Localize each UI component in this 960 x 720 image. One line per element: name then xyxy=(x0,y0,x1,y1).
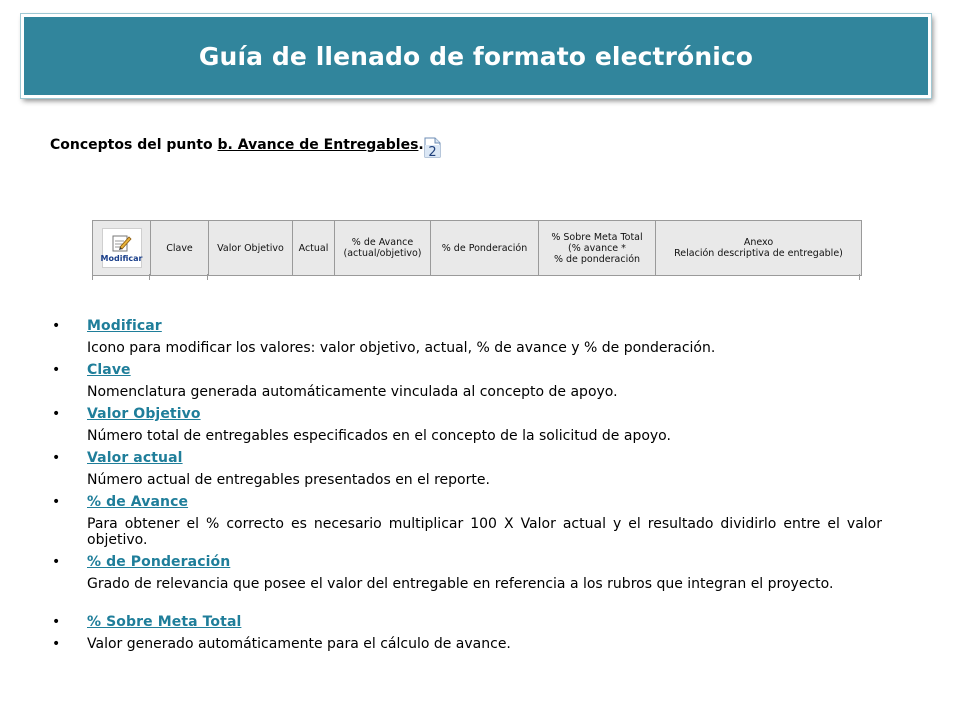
bullet: • xyxy=(52,636,61,652)
list-item xyxy=(52,450,882,472)
header-cell: Clave xyxy=(150,221,208,275)
header-cell: Valor Objetivo xyxy=(208,221,292,275)
term-porcentaje-ponderacion[interactable]: % de Ponderación xyxy=(87,554,231,570)
term-sobre-meta-total[interactable]: % Sobre Meta Total xyxy=(87,614,242,630)
modify-icon-label: Modificar xyxy=(100,253,143,263)
bullet: • xyxy=(52,450,61,466)
item-description: Número total de entregables especificados en el concepto de la solicitud de apoyo. xyxy=(87,428,671,444)
entregables-table-header xyxy=(92,220,862,276)
final-description: Valor generado automáticamente para el cálculo de avance. xyxy=(87,636,511,652)
table-column-lines xyxy=(92,274,860,280)
concepts-suffix: . xyxy=(418,137,424,153)
list-item xyxy=(52,636,882,658)
term-modificar[interactable]: Modificar xyxy=(87,318,162,334)
bullet: • xyxy=(52,362,61,378)
concepts-heading xyxy=(50,137,424,153)
list-item xyxy=(52,494,882,516)
list-item xyxy=(52,362,882,384)
item-description: Grado de relevancia que posee el valor del entregable en referencia a los rubros que integran el proyecto. xyxy=(87,576,834,592)
list-item xyxy=(52,318,882,340)
document-icon[interactable] xyxy=(424,137,441,158)
header-cell: % de Avance (actual/objetivo) xyxy=(334,221,430,275)
header-cell: Actual xyxy=(292,221,334,275)
term-valor-objetivo[interactable]: Valor Objetivo xyxy=(87,406,201,422)
header-cell: % Sobre Meta Total (% avance * % de ponderación xyxy=(538,221,655,275)
item-description: Icono para modificar los valores: valor objetivo, actual, % de avance y % de ponderación. xyxy=(87,340,716,356)
bullet: • xyxy=(52,406,61,422)
concept-list xyxy=(52,318,882,658)
item-description: Número actual de entregables presentados en el reporte. xyxy=(87,472,490,488)
concepts-link[interactable]: b. Avance de Entregables xyxy=(217,137,419,153)
title-banner xyxy=(21,14,931,98)
modify-column xyxy=(93,221,150,275)
list-item xyxy=(52,614,882,636)
item-description: Para obtener el % correcto es necesario multiplicar 100 X Valor actual y el resultado dividirlo entre el valor objetivo. xyxy=(87,516,882,548)
bullet: • xyxy=(52,494,61,510)
item-description: Nomenclatura generada automáticamente vinculada al concepto de apoyo. xyxy=(87,384,618,400)
page-title: Guía de llenado de formato electrónico xyxy=(198,41,754,71)
concepts-prefix: Conceptos del punto xyxy=(50,137,218,153)
term-valor-actual[interactable]: Valor actual xyxy=(87,450,183,466)
modify-icon[interactable] xyxy=(102,228,142,268)
svg-text:2: 2 xyxy=(428,145,437,158)
term-clave[interactable]: Clave xyxy=(87,362,131,378)
list-item xyxy=(52,554,882,576)
bullet: • xyxy=(52,318,61,334)
bullet: • xyxy=(52,614,61,630)
term-porcentaje-avance[interactable]: % de Avance xyxy=(87,494,189,510)
header-cell: Anexo Relación descriptiva de entregable) xyxy=(655,221,861,275)
bullet: • xyxy=(52,554,61,570)
list-item xyxy=(52,406,882,428)
header-cell: % de Ponderación xyxy=(430,221,538,275)
